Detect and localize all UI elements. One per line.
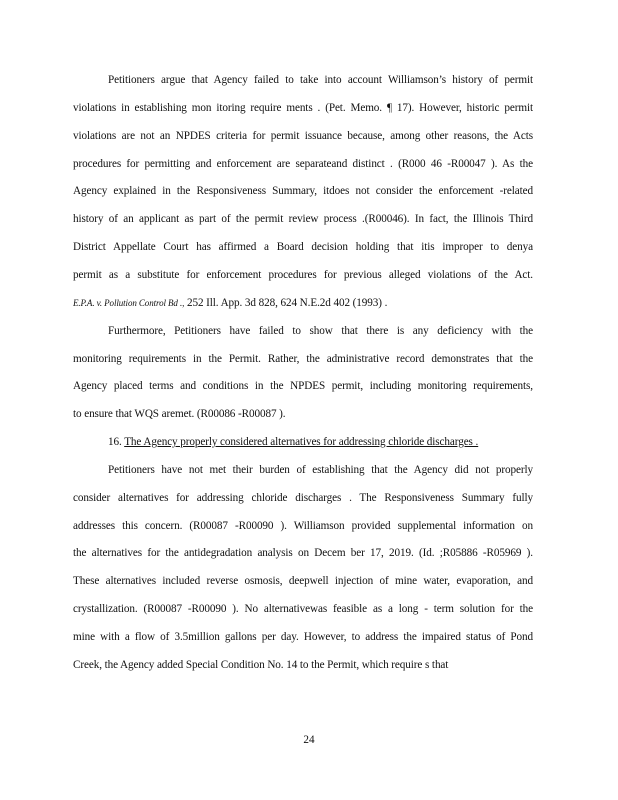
body-text-line: crystallization. (R00087 -R00090 ). No alternativewas feasible as a long - term solution for the bbox=[73, 603, 533, 615]
body-text-line: Creek, the Agency added Special Condition No. 14 to the Permit, which require s that bbox=[73, 659, 449, 671]
body-text-line: procedures for permitting and enforcement are separateand distinct . (R000 46 -R00047 ). As the bbox=[73, 158, 533, 170]
body-text-line: Agency placed terms and conditions in the NPDES permit, including monitoring requirements, bbox=[73, 380, 533, 392]
body-text-line: District Appellate Court has affirmed a Board decision holding that itis improper to denya bbox=[73, 241, 533, 253]
body-text-line: violations in establishing mon itoring require ments . (Pet. Memo. ¶ 17). However, historic permit bbox=[73, 102, 533, 114]
body-text-line: violations are not an NPDES criteria for permit issuance because, among other reasons, the Acts bbox=[73, 130, 533, 142]
case-citation-line bbox=[73, 296, 533, 310]
body-text-line: mine with a flow of 3.5million gallons per day. However, to address the impaired status of Pond bbox=[73, 631, 533, 643]
body-text-line: Agency explained in the Responsiveness Summary, itdoes not consider the enforcement -related bbox=[73, 185, 533, 197]
body-text-line: addresses this concern. (R00087 -R00090 ). Williamson provided supplemental information on bbox=[73, 520, 533, 532]
body-text-line: permit as a substitute for enforcement procedures for previous alleged violations of the Act. bbox=[73, 269, 533, 281]
section-number: 16. bbox=[108, 436, 122, 448]
body-text-line: history of an applicant as part of the permit review process .(R00046). In fact, the Illinois Third bbox=[73, 213, 533, 225]
body-text-line: to ensure that WQS aremet. (R00086 -R00087 ). bbox=[73, 408, 286, 420]
body-text-line: the alternatives for the antidegradation analysis on Decem ber 17, 2019. (Id. ;R05886 -R05969 ). bbox=[73, 547, 533, 559]
body-text-line: monitoring requirements in the Permit. Rather, the administrative record demonstrates that the bbox=[73, 353, 533, 365]
case-name: E.P.A. v. Pollution Control Bd ., bbox=[73, 298, 185, 308]
body-text-line: consider alternatives for addressing chloride discharges . The Responsiveness Summary fully bbox=[73, 492, 533, 504]
section-heading bbox=[108, 435, 533, 449]
body-text-line: Furthermore, Petitioners have failed to show that there is any deficiency with the bbox=[108, 325, 533, 337]
body-text-line: Petitioners have not met their burden of establishing that the Agency did not properly bbox=[108, 464, 533, 476]
body-text-line: Petitioners argue that Agency failed to take into account Williamson’s history of permit bbox=[108, 74, 533, 86]
case-reporter: 252 Ill. App. 3d 828, 624 N.E.2d 402 (1993) . bbox=[184, 297, 388, 309]
page-number: 24 bbox=[303, 734, 315, 746]
body-text-line: These alternatives included reverse osmosis, deepwell injection of mine water, evaporation, and bbox=[73, 575, 533, 587]
section-title: The Agency properly considered alternatives for addressing chloride discharges . bbox=[124, 436, 479, 448]
